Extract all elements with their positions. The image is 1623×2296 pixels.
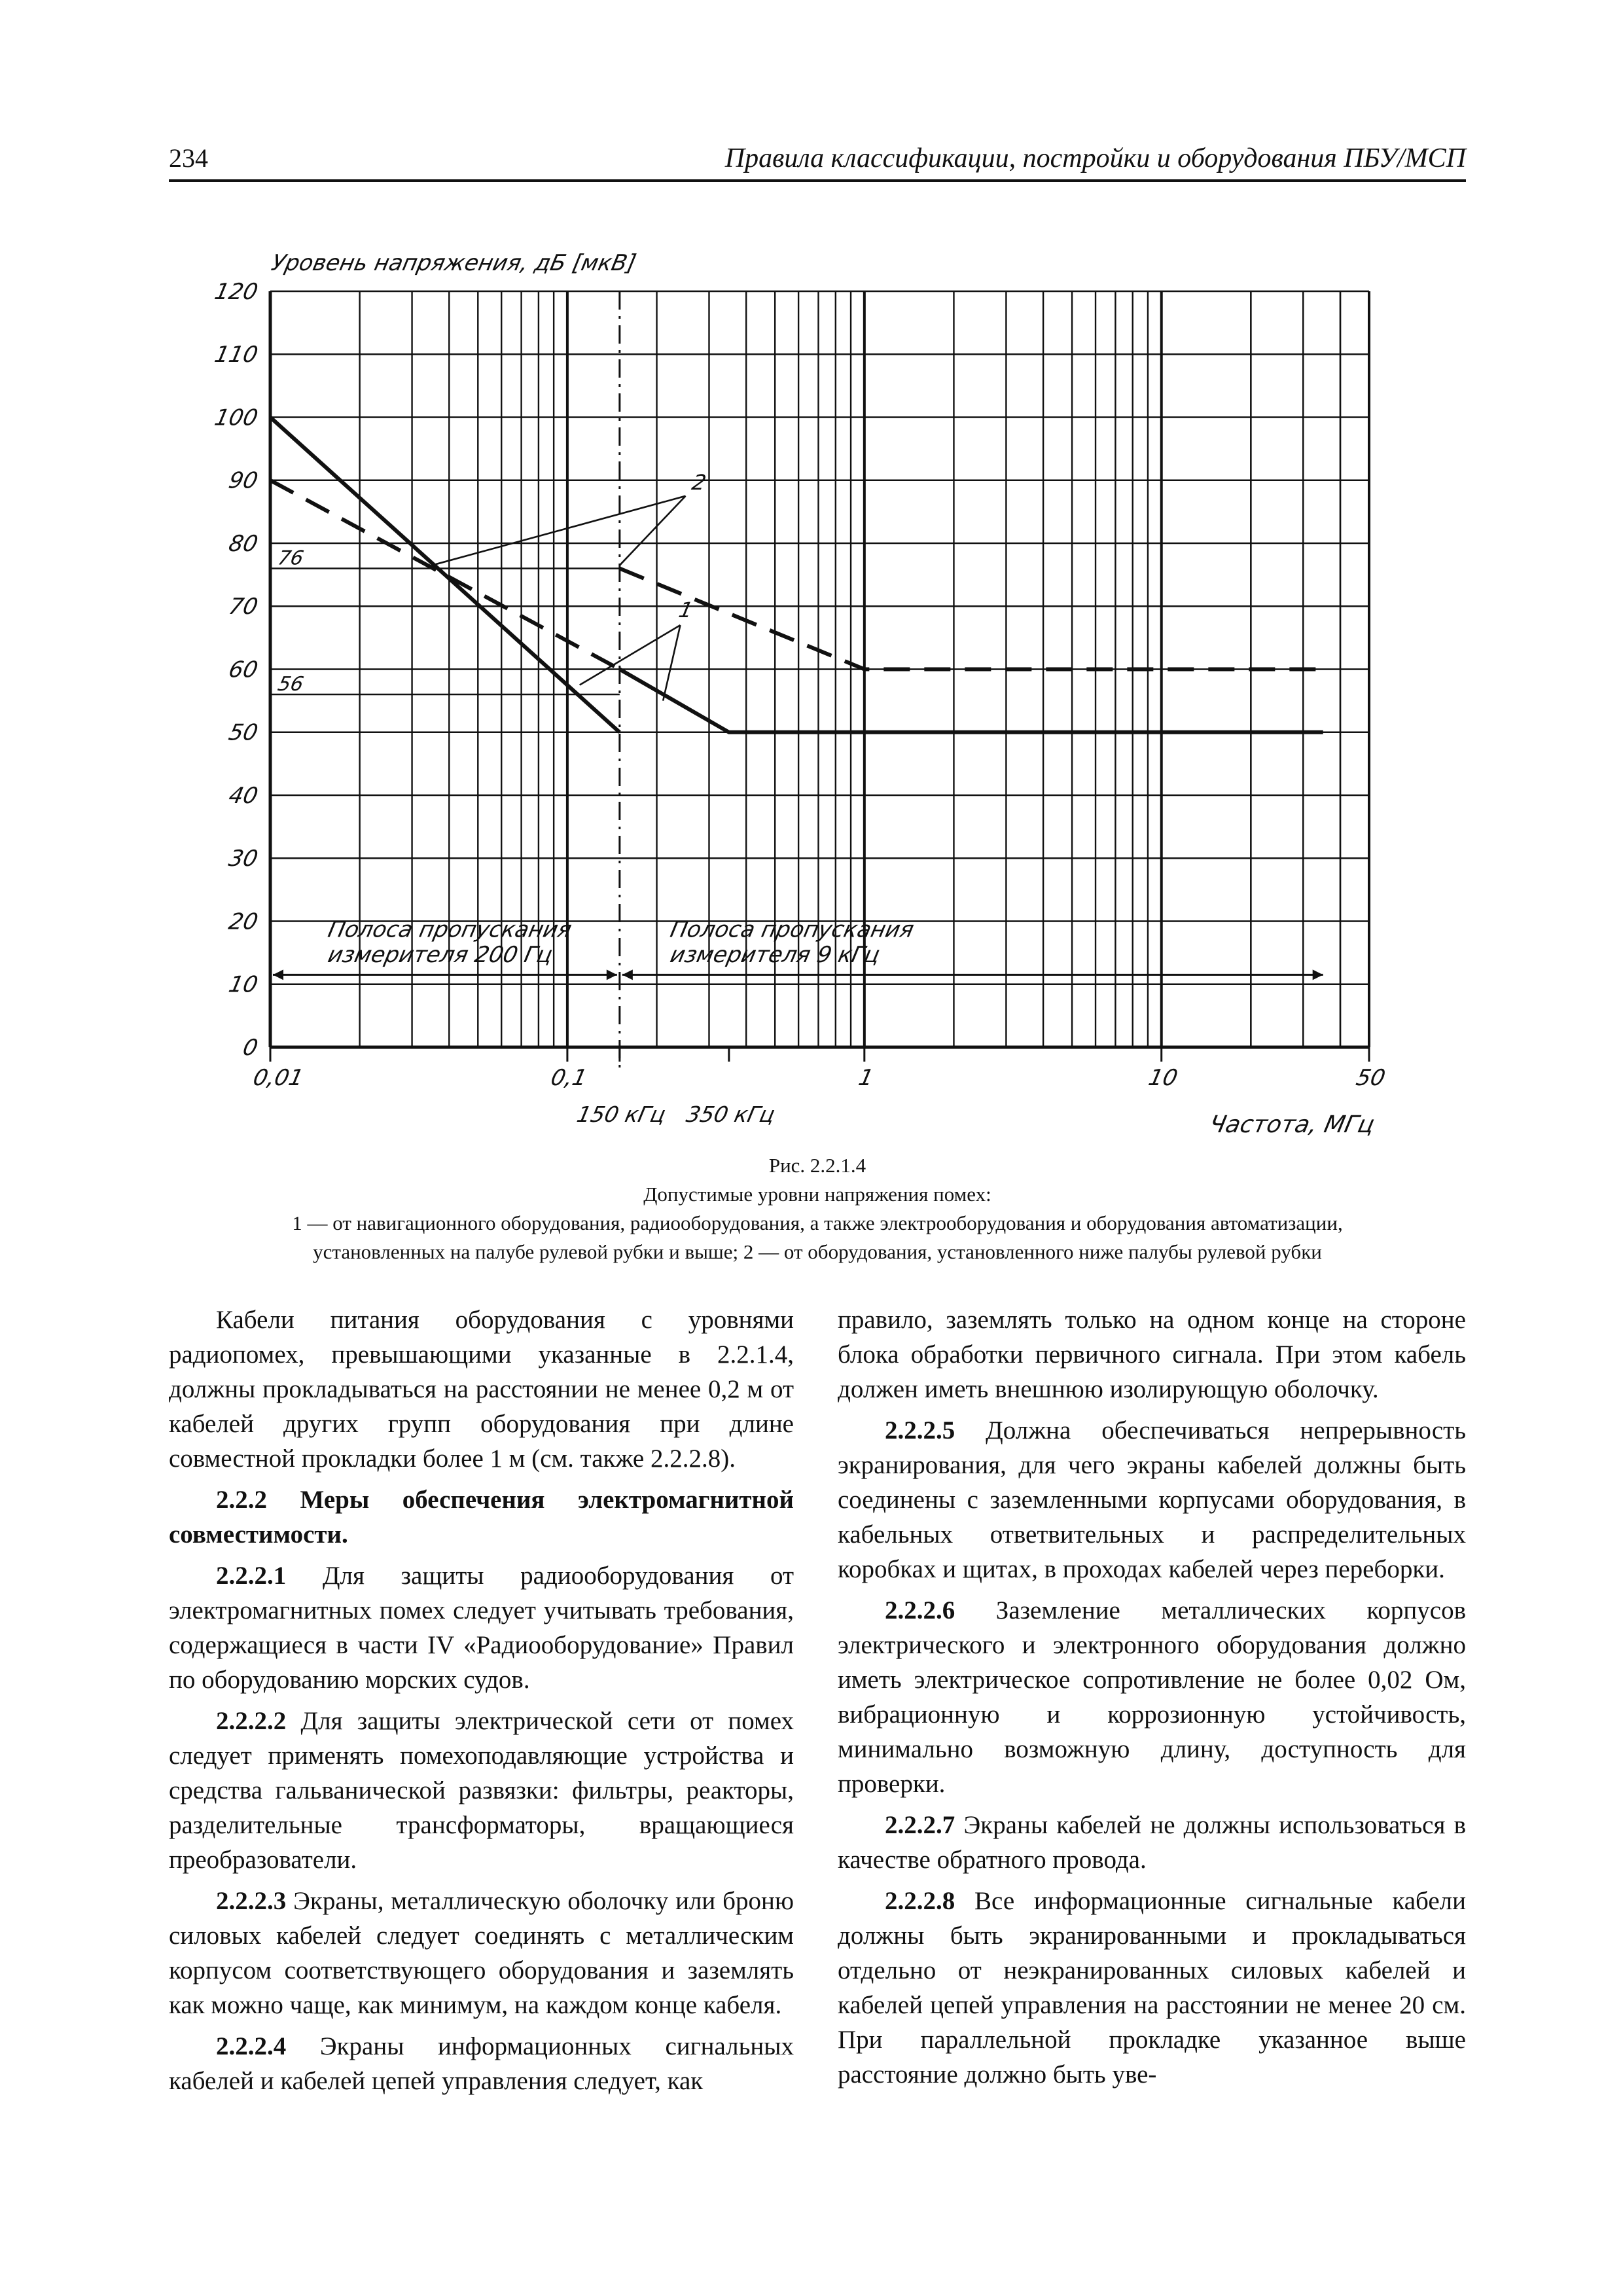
section-heading-text: 2.2.2 Меры обеспечения электромагнитной совместимости. — [169, 1486, 794, 1549]
clause-text: Заземление металлических корпусов электрического и электронного оборудования должно иметь электрическое сопротивление не более 0,02 Ом, вибрационную и коррозионную устойчивость, минимально возможную длину, доступность для проверки. — [838, 1596, 1466, 1798]
paragraph — [838, 1413, 1466, 1587]
series-1-label: 1 — [676, 598, 696, 623]
figure-legend-line-1: 1 — от навигационного оборудования, радиооборудования, а также электрооборудования и оборудования автоматизации, — [292, 1211, 1343, 1234]
x-tick-label: 0,01 — [251, 1065, 306, 1091]
y-tick-label: 70 — [226, 594, 260, 620]
y-tick-label: 30 — [226, 846, 260, 872]
level-label: 76 — [276, 547, 306, 570]
series-2-leader — [620, 496, 686, 565]
y-tick-label: 90 — [226, 468, 260, 494]
paragraph — [169, 1704, 794, 1877]
band-arrow-200hz-head-right — [607, 969, 617, 980]
page-number: 234 — [169, 143, 208, 173]
running-title: Правила классификации, постройки и оборудования ПБУ/МСП — [724, 143, 1466, 173]
band-label-9khz-line1: Полоса пропускания — [668, 916, 916, 943]
paragraph — [838, 1884, 1466, 2092]
band-arrow-200hz-head-left — [273, 969, 283, 980]
y-tick-label: 80 — [226, 531, 260, 557]
clause-number: 2.2.2.3 — [216, 1887, 287, 1915]
band-label-200hz-line2: измерителя 200 Гц — [325, 942, 555, 968]
series-1-leader — [663, 625, 680, 701]
series-2-leader — [432, 496, 686, 565]
paragraph: правило, заземлять только на одном конце на стороне блока обработки первичного сигнала. При этом кабель должен иметь внешнюю изолирующую оболочку. — [838, 1306, 1466, 1403]
figure-title: Допустимые уровни напряжения помех: — [643, 1183, 991, 1206]
right-text-column — [838, 1302, 1466, 2092]
x-tick-label: 1 — [856, 1065, 876, 1091]
clause-number: 2.2.2.8 — [885, 1887, 955, 1915]
clause-text: Должна обеспечиваться непрерывность экранирования, для чего экраны кабелей должны быть соединены с заземленными корпусами оборудования, в кабельных ответвительных и распределительных коробках и щитах, в проходах кабелей через переборки. — [838, 1416, 1466, 1583]
x-marker-label: 350 кГц — [684, 1102, 777, 1127]
clause-text: Экраны кабелей не должны использоваться в качестве обратного провода. — [838, 1811, 1466, 1874]
y-tick-label: 0 — [240, 1035, 260, 1061]
y-tick-label: 10 — [226, 972, 260, 998]
chart-series — [270, 418, 1323, 980]
y-tick-label: 60 — [226, 656, 260, 683]
clause-text: Все информационные сигнальные кабели должны быть экранированными и прокладываться отдельно от неэкранированных силовых кабелей и кабелей цепей управления на расстоянии не менее 20 см. При параллельной прокладке указанное выше расстояние должно быть уве- — [838, 1887, 1467, 2089]
interference-level-chart — [0, 0, 1623, 1145]
clause-text: Для защиты радиооборудования от электромагнитных помех следует учитывать требования, содержащиеся в части IV «Радиооборудование» Правил по оборудованию морских судов. — [169, 1562, 794, 1694]
y-tick-label: 110 — [212, 342, 260, 368]
clause-text: Экраны, металлическую оболочку или броню силовых кабелей следует соединять с металлическим корпусом соответствующего оборудования и заземлять как можно чаще, как минимум, на каждом конце кабеля. — [169, 1887, 794, 2019]
band-label-9khz-line2: измерителя 9 кГц — [668, 942, 883, 968]
band-label-200hz-line1: Полоса пропускания — [325, 916, 574, 943]
y-tick-label: 100 — [212, 404, 260, 431]
x-tick-label: 0,1 — [548, 1065, 590, 1091]
paragraph — [169, 2029, 794, 2098]
paragraph — [838, 1808, 1466, 1877]
series-2-line — [620, 569, 1323, 670]
series-1-line — [620, 670, 1323, 732]
clause-text: Для защиты электрической сети от помех следует применять помехоподавляющие устройства и средства гальванической развязки: фильтры, реакторы, разделительные трансформаторы, вращающиеся преобразователи. — [169, 1707, 794, 1874]
x-axis-label: Частота, МГц — [1207, 1110, 1378, 1138]
band-arrow-9khz-head-right — [1313, 969, 1323, 980]
y-tick-label: 50 — [226, 720, 260, 746]
left-text-column — [169, 1302, 794, 2098]
paragraph — [169, 1884, 794, 2022]
level-label: 56 — [276, 673, 306, 696]
x-tick-label: 50 — [1353, 1065, 1388, 1091]
y-tick-label: 120 — [212, 279, 260, 305]
y-tick-label: 20 — [226, 908, 260, 935]
clause-number: 2.2.2.2 — [216, 1707, 287, 1735]
clause-number: 2.2.2.5 — [885, 1416, 955, 1444]
section-heading — [169, 1482, 794, 1552]
clause-number: 2.2.2.4 — [216, 2032, 287, 2060]
figure-legend-line-2: установленных на палубе рулевой рубки и выше; 2 — от оборудования, установленного ниже палубы рулевой рубки — [313, 1240, 1322, 1263]
clause-number: 2.2.2.1 — [216, 1562, 287, 1590]
series-2-label: 2 — [689, 470, 709, 495]
band-arrow-9khz-head-left — [622, 969, 633, 980]
paragraph: Кабели питания оборудования с уровнями радиопомех, превышающими указанные в 2.2.1.4, должны прокладываться на расстоянии не менее 0,2 м от кабелей других групп оборудования при длине совместной прокладки более 1 м (см. также 2.2.2.8). — [169, 1306, 794, 1473]
figure-number: Рис. 2.2.1.4 — [768, 1154, 866, 1177]
y-axis-label: Уровень напряжения, дБ [мкВ] — [269, 250, 639, 276]
paragraph — [838, 1593, 1466, 1801]
y-tick-label: 40 — [226, 783, 260, 809]
clause-number: 2.2.2.7 — [885, 1811, 955, 1839]
paragraph — [169, 1558, 794, 1697]
clause-number: 2.2.2.6 — [885, 1596, 955, 1624]
clause-text: Экраны информационных сигнальных кабелей и кабелей цепей управления следует, как — [169, 2032, 794, 2095]
x-marker-label: 150 кГц — [575, 1102, 668, 1127]
x-tick-label: 10 — [1146, 1065, 1180, 1091]
